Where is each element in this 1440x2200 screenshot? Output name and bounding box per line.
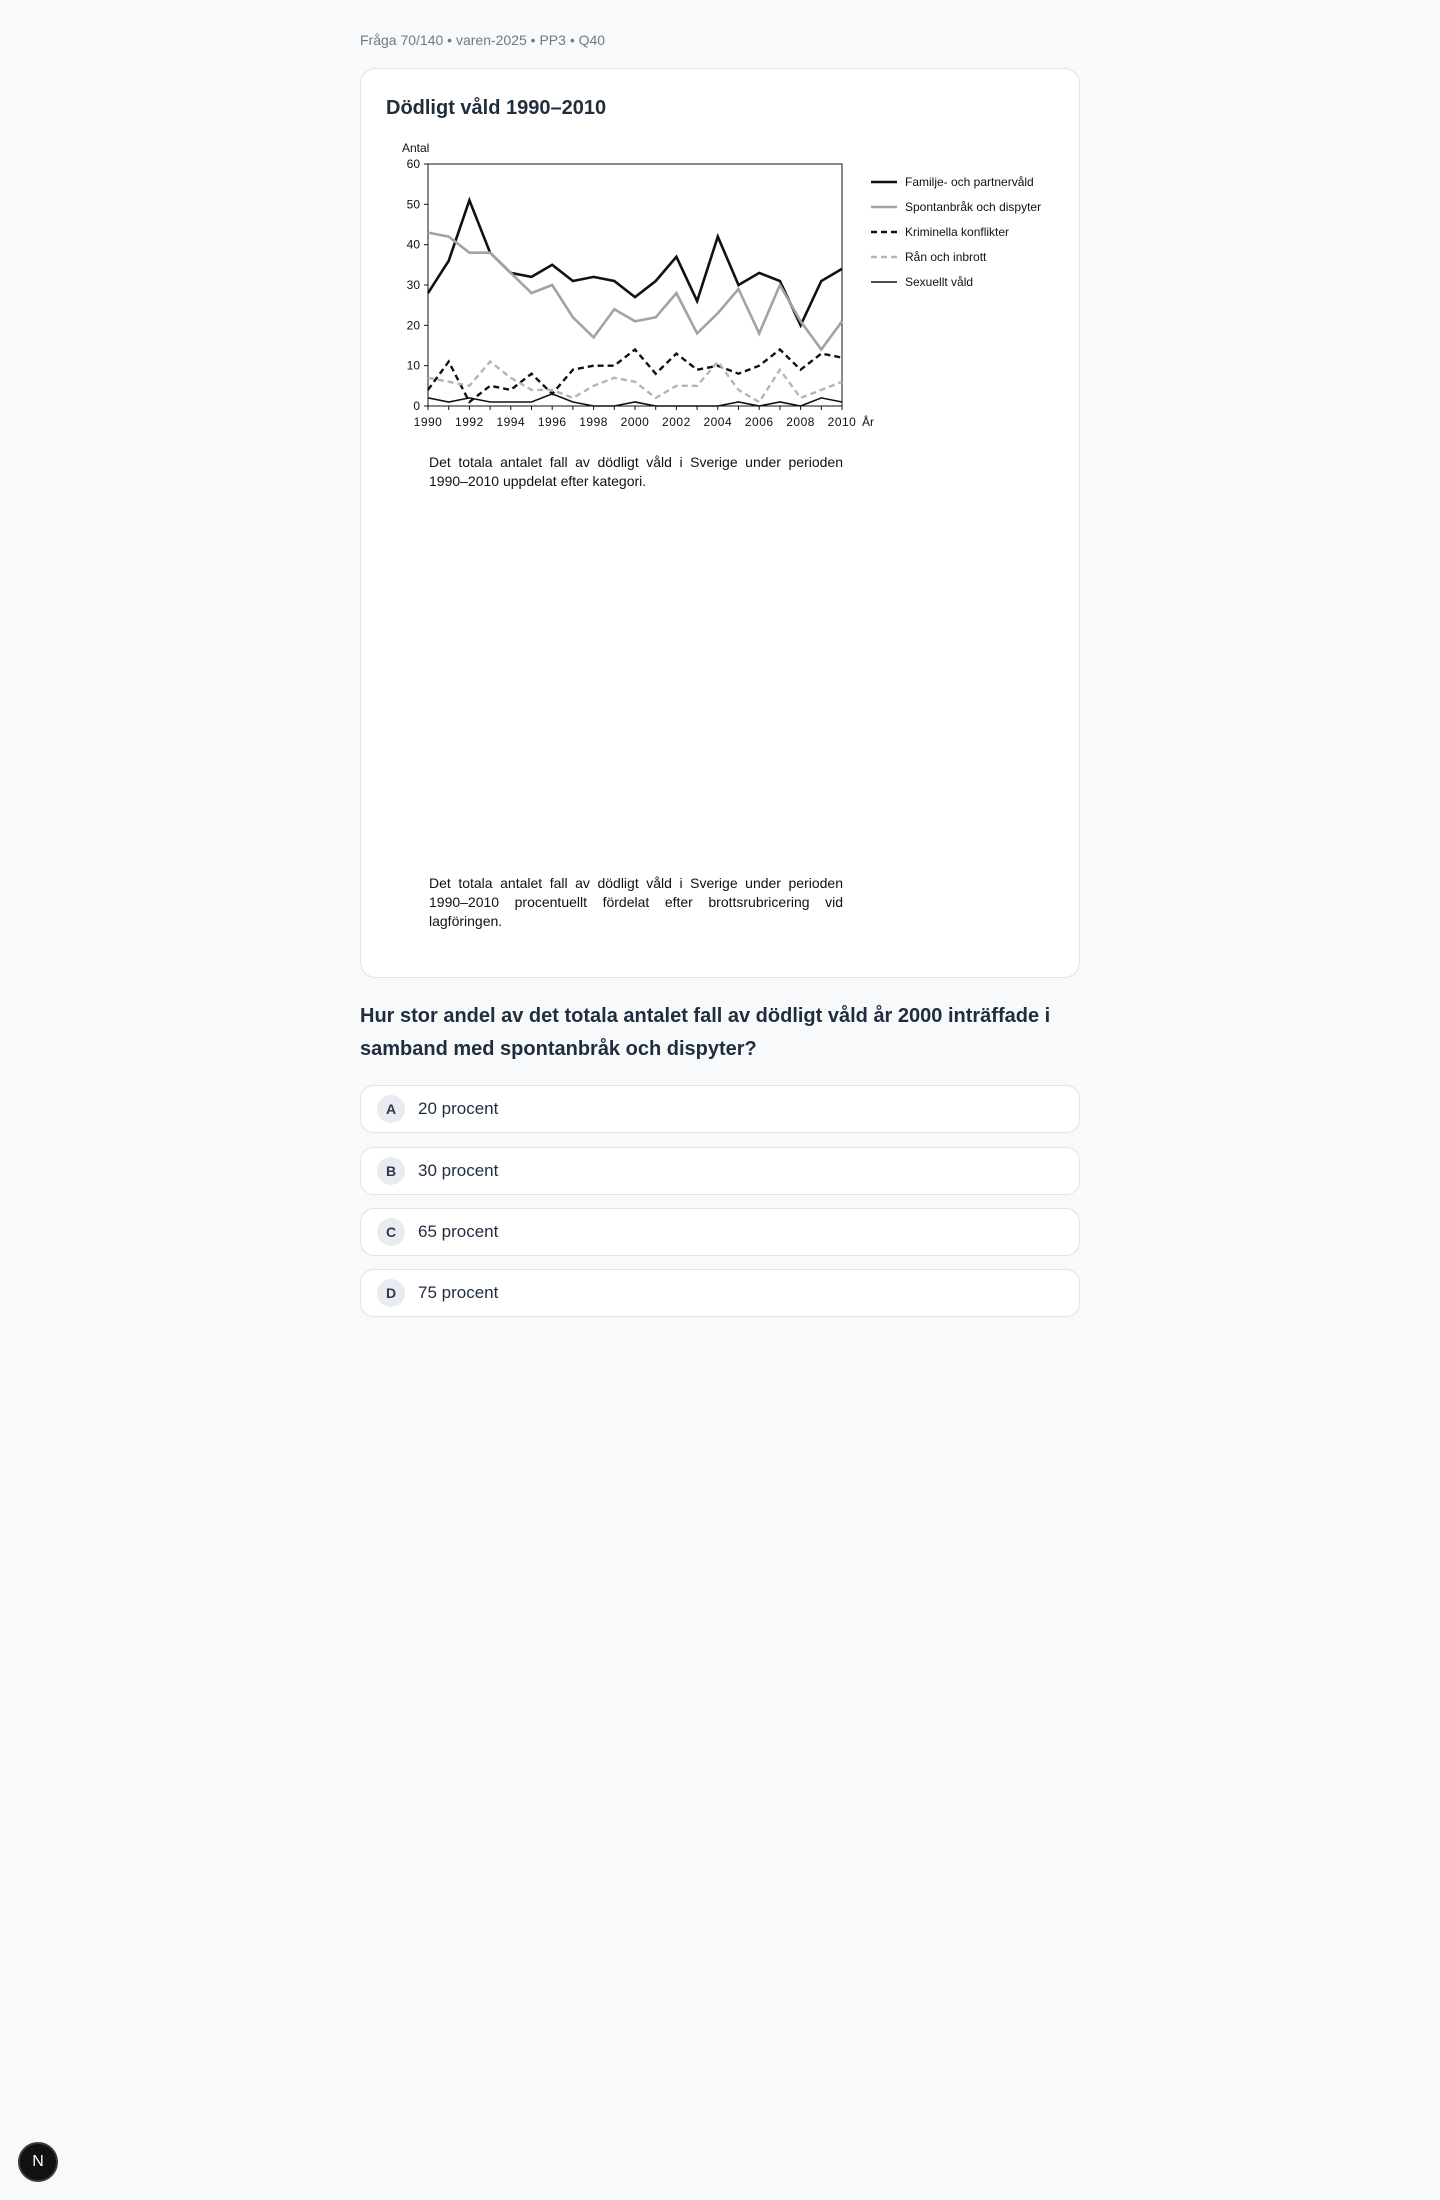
chart-procent (361, 566, 1081, 866)
chart0-x-tick-label: 2006 (744, 415, 774, 429)
option-c-letter: C (377, 1218, 405, 1246)
chart0-legend-2-label: Kriminella konflikter (905, 225, 1010, 239)
option-a[interactable] (360, 1085, 1080, 1133)
chart0-x-tick-label: 2008 (786, 415, 815, 429)
chart-antal (361, 141, 1081, 441)
option-b-text: 30 procent (418, 1161, 499, 1180)
option-d-text: 75 procent (418, 1283, 499, 1302)
chart0-x-tick-label: 1996 (537, 415, 567, 429)
option-a-letter: A (377, 1095, 405, 1123)
chart0-legend-0-label: Familje- och partnervåld (905, 175, 1034, 189)
chart0-y-tick-label: 0 (413, 399, 420, 413)
chart0-x-tick-label: 2010 (827, 415, 857, 429)
chart0-series-2-line (428, 350, 842, 403)
option-a-text: 20 procent (418, 1099, 499, 1118)
app-launcher-button[interactable]: N (18, 2142, 58, 2182)
chart0-series-3-line (428, 362, 842, 402)
chart0-legend-4-label: Sexuellt våld (905, 275, 974, 289)
chart-procent-caption: Det totala antalet fall av dödligt våld i Sverige under perioden 1990–2010 procentuellt fördelat efter brottsrubricering vid lagföringen. (429, 875, 843, 929)
chart0-y-tick-label: 30 (406, 278, 420, 292)
option-b[interactable] (360, 1147, 1080, 1195)
breadcrumb: Fråga 70/140 • varen-2025 • PP3 • Q40 (360, 32, 606, 48)
chart0-y-tick-label: 10 (406, 358, 420, 373)
option-c[interactable] (360, 1208, 1080, 1256)
chart-antal-caption: Det totala antalet fall av dödligt våld i Sverige under perioden 1990–2010 uppdelat efter kategori. (429, 454, 843, 489)
chart0-x-tick-label: 2004 (703, 415, 733, 429)
option-c-text: 65 procent (418, 1222, 499, 1241)
chart0-x-tick-label: 1998 (579, 415, 608, 429)
figure-card (360, 68, 1080, 978)
figure-title: Dödligt våld 1990–2010 (386, 97, 607, 119)
option-d-letter: D (377, 1279, 405, 1307)
chart0-y-tick-label: 50 (406, 197, 420, 212)
option-d[interactable] (360, 1269, 1080, 1317)
chart0-x-tick-label: 1994 (496, 415, 526, 429)
chart0-y-axis-label: Antal (402, 141, 430, 155)
chart0-series-0-line (428, 200, 842, 325)
chart0-x-tick-label: 1990 (413, 415, 443, 429)
chart0-y-tick-label: 40 (406, 237, 420, 252)
question-text: Hur stor andel av det totala antalet fall av dödligt våld år 2000 inträffade i samband med spontanbråk och dispyter? (360, 1005, 1051, 1060)
chart0-x-tick-label: 2002 (662, 415, 691, 429)
chart0-legend-3-label: Rån och inbrott (905, 250, 987, 264)
chart0-x-axis-label: År (862, 415, 874, 429)
chart0-x-tick-label: 2000 (620, 415, 650, 429)
chart0-series-4-line (428, 394, 842, 406)
chart0-y-tick-label: 60 (406, 157, 420, 171)
chart0-y-tick-label: 20 (406, 318, 420, 333)
chart0-legend-1-label: Spontanbråk och dispyter (905, 200, 1042, 214)
option-b-letter: B (377, 1157, 405, 1185)
chart0-x-tick-label: 1992 (455, 415, 484, 429)
